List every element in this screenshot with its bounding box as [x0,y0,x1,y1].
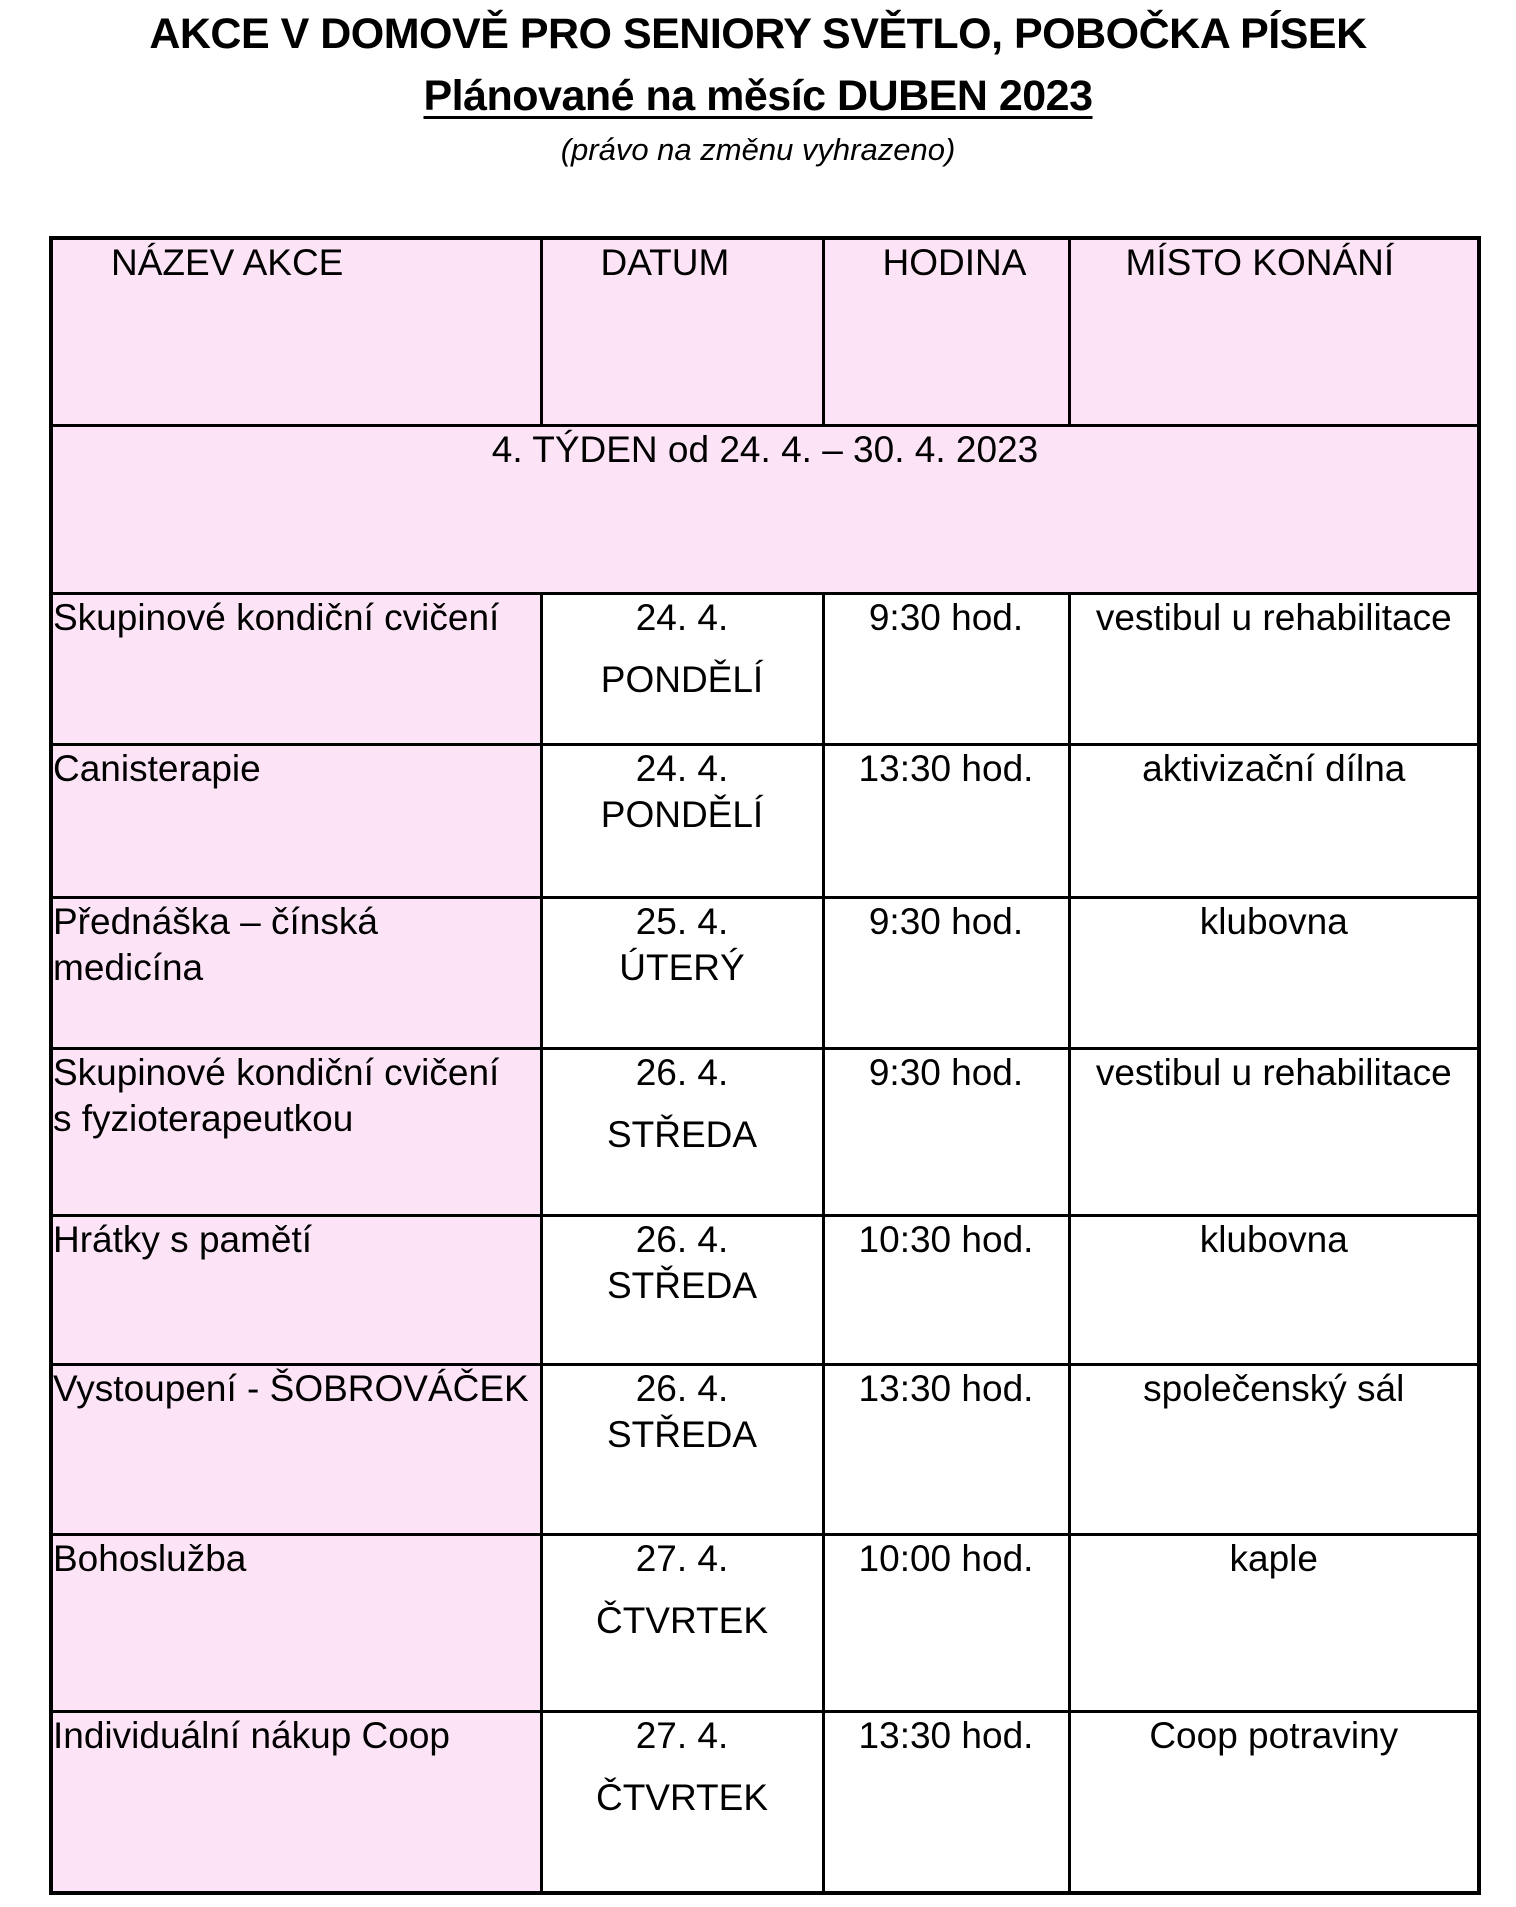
day-value: ÚTERÝ [619,946,745,988]
event-time: 10:30 hod. [823,1215,1069,1364]
date-value: 25. 4. [635,900,729,942]
event-date [541,744,823,897]
event-name-line: medicína [53,946,204,988]
date-value: 26. 4. [635,1367,729,1409]
table-row [51,1711,1479,1893]
day-value: PONDĚLÍ [600,658,764,700]
event-name-line: Skupinové kondiční cvičení [53,1051,500,1093]
event-name-line: Individuální nákup Coop [53,1714,451,1756]
event-name [51,744,541,897]
event-name [51,1048,541,1215]
table-row [51,897,1479,1048]
change-note: (právo na změnu vyhrazeno) [560,132,956,167]
date-value: 27. 4. [635,1714,729,1756]
event-date [541,1534,823,1711]
event-name-line: Hrátky s pamětí [53,1218,313,1260]
event-name [51,1534,541,1711]
date-value: 26. 4. [635,1051,729,1093]
event-name-line: Vystoupení - ŠOBROVÁČEK [53,1367,529,1409]
event-time: 10:00 hod. [823,1534,1069,1711]
table-row [51,744,1479,897]
column-header-date: DATUM [541,238,823,425]
event-place: společenský sál [1069,1364,1479,1534]
document-title: AKCE V DOMOVĚ PRO SENIORY SVĚTLO, POBOČKA PÍSEK [149,10,1367,58]
event-name [51,1364,541,1534]
subtitle-text: Plánované na měsíc DUBEN 2023 [423,72,1093,120]
date-value: 24. 4. [635,747,729,789]
event-time: 9:30 hod. [823,593,1069,744]
event-time: 9:30 hod. [823,897,1069,1048]
event-date [541,897,823,1048]
event-place: Coop potraviny [1069,1711,1479,1893]
schedule-table [49,236,1481,1895]
document-subtitle [0,70,1516,122]
event-date [541,1711,823,1893]
event-place: klubovna [1069,1215,1479,1364]
week-label: 4. TÝDEN od 24. 4. – 30. 4. 2023 [51,425,1479,593]
table-row [51,1215,1479,1364]
event-place: klubovna [1069,897,1479,1048]
column-header-time: HODINA [823,238,1069,425]
event-place: aktivizační dílna [1069,744,1479,897]
day-value: ČTVRTEK [595,1599,768,1641]
event-name-line: Skupinové kondiční cvičení [53,596,500,638]
column-header-place: MÍSTO KONÁNÍ [1069,238,1479,425]
event-name [51,593,541,744]
event-place: vestibul u rehabilitace [1069,1048,1479,1215]
day-value: PONDĚLÍ [600,793,764,835]
event-date [541,593,823,744]
event-date [541,1364,823,1534]
day-value: STŘEDA [606,1413,758,1455]
event-name-line: Canisterapie [53,747,261,789]
event-place: kaple [1069,1534,1479,1711]
table-row [51,593,1479,744]
date-value: 26. 4. [635,1218,729,1260]
event-date [541,1048,823,1215]
table-header-row [51,238,1479,425]
event-date [541,1215,823,1364]
table-row [51,1364,1479,1534]
event-time: 9:30 hod. [823,1048,1069,1215]
event-name [51,1215,541,1364]
day-value: STŘEDA [606,1113,758,1155]
event-time: 13:30 hod. [823,744,1069,897]
event-name-line: Přednáška – čínská [53,900,378,942]
event-name [51,1711,541,1893]
table-row [51,1534,1479,1711]
event-name [51,897,541,1048]
date-value: 27. 4. [635,1537,729,1579]
event-name-line: s fyzioterapeutkou [53,1097,354,1139]
event-place: vestibul u rehabilitace [1069,593,1479,744]
column-header-name: NÁZEV AKCE [51,238,541,425]
day-value: ČTVRTEK [595,1776,768,1818]
table-row [51,1048,1479,1215]
day-value: STŘEDA [606,1264,758,1306]
event-time: 13:30 hod. [823,1711,1069,1893]
date-value: 24. 4. [635,596,729,638]
week-row [51,425,1479,593]
event-name-line: Bohoslužba [53,1537,247,1579]
event-time: 13:30 hod. [823,1364,1069,1534]
